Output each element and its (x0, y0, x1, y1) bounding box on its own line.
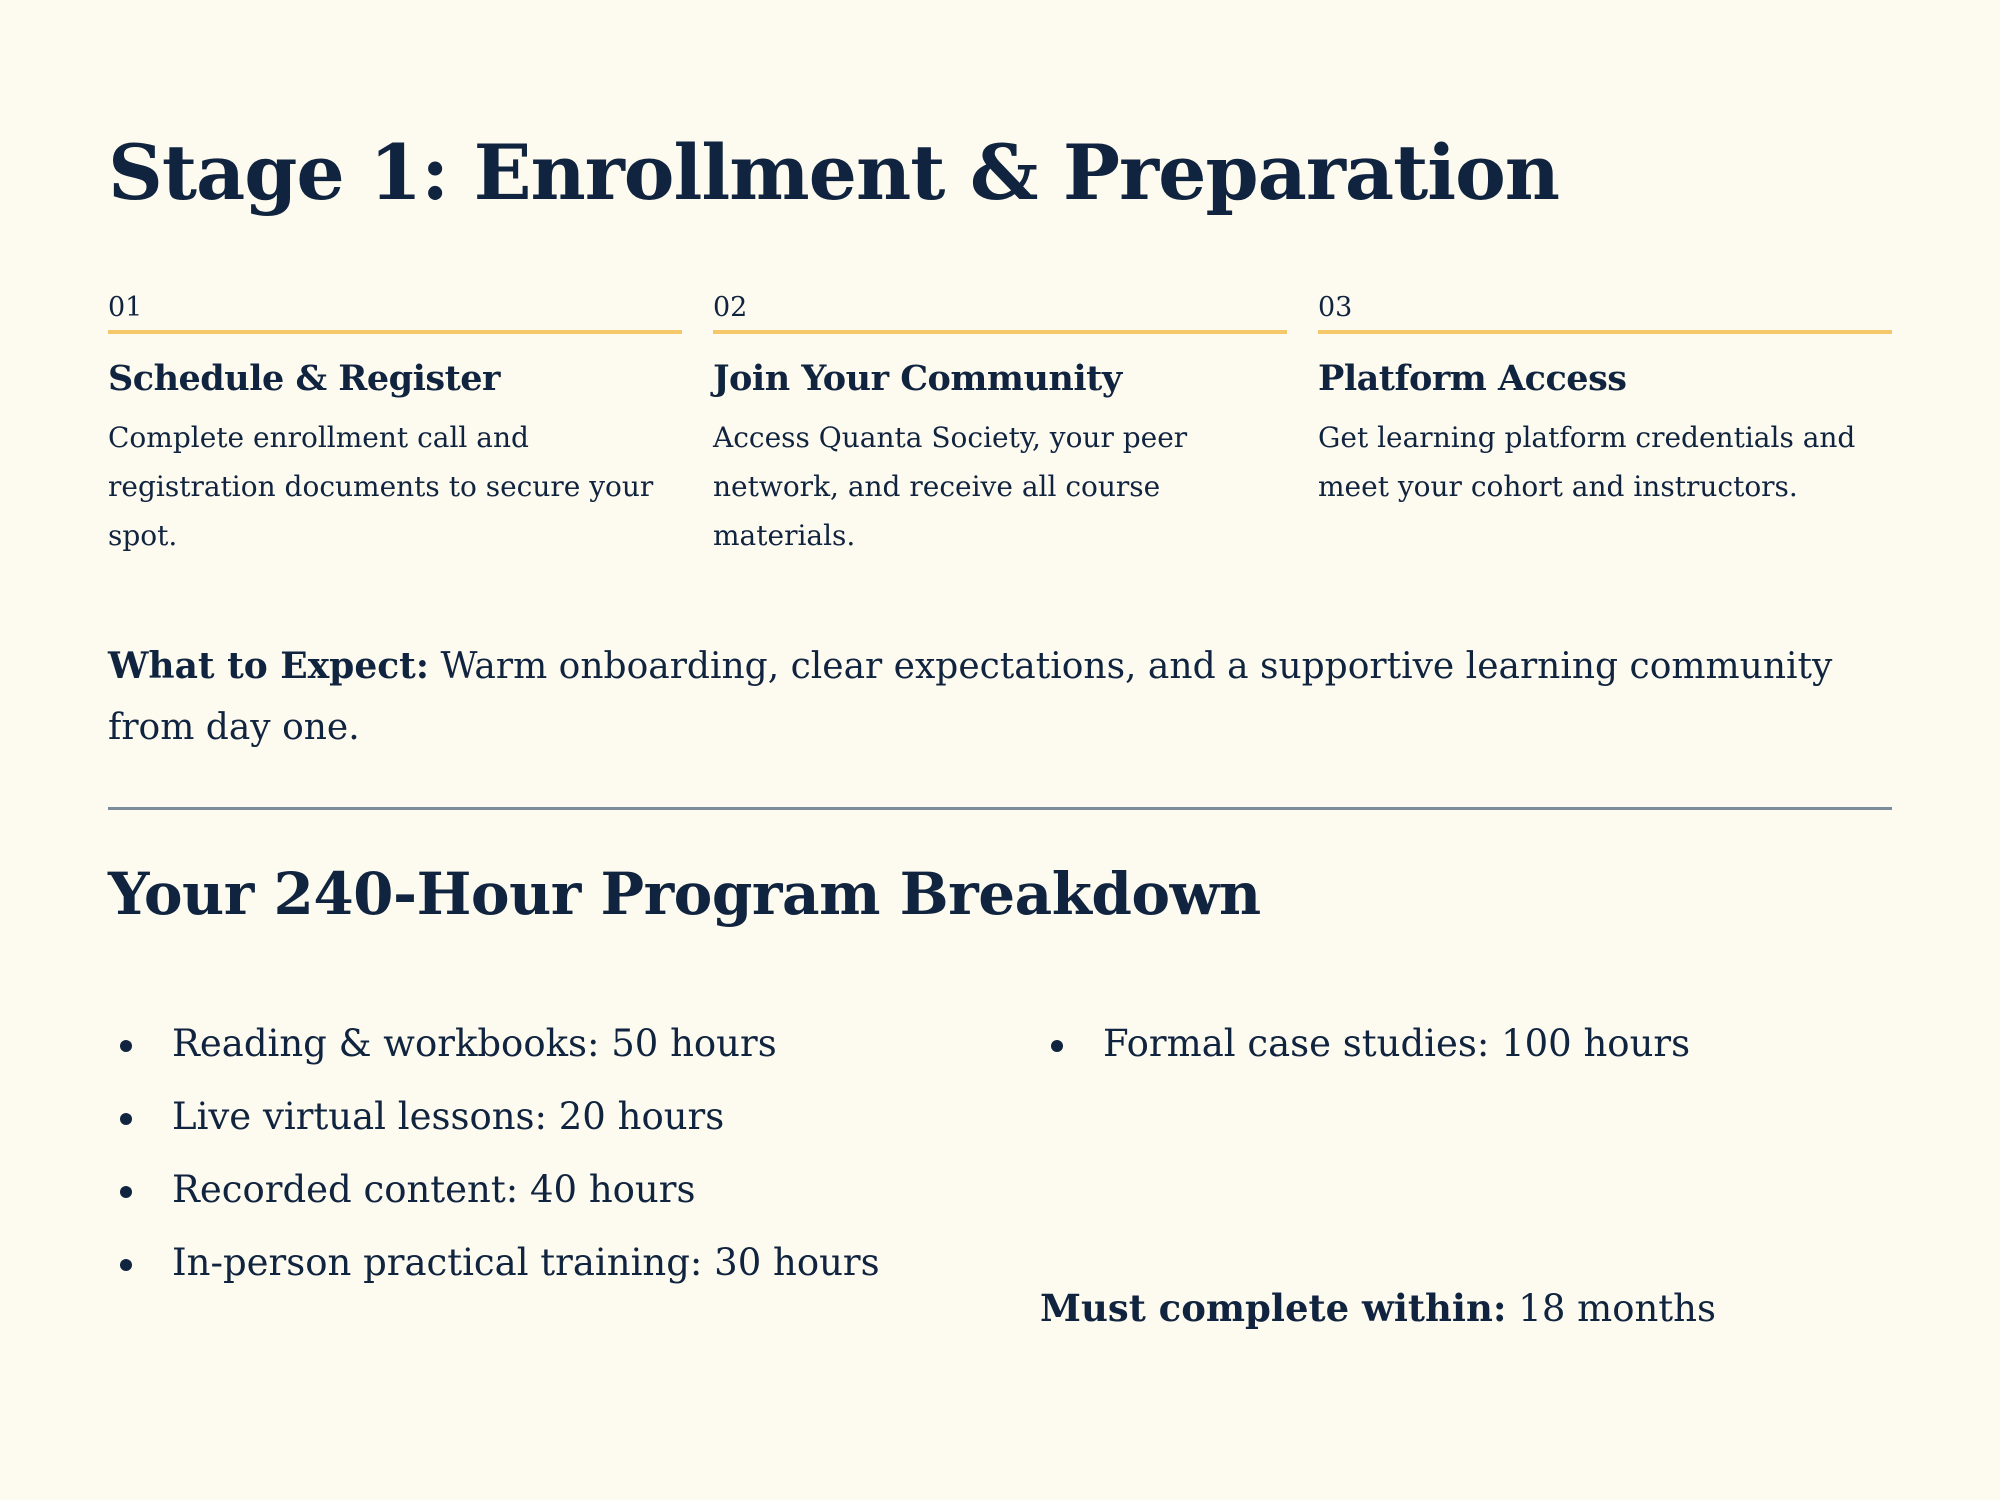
list-item-text: Live virtual lessons: 20 hours (172, 1095, 725, 1138)
completion-deadline (1040, 1286, 1716, 1330)
list-item (110, 1014, 880, 1087)
step-title: Join Your Community (713, 358, 1122, 399)
list-item (110, 1087, 880, 1160)
bullet-icon (120, 1113, 132, 1125)
breakdown-title: Your 240-Hour Program Breakdown (108, 860, 1261, 928)
section-divider (108, 807, 1892, 810)
bullet-icon (120, 1259, 132, 1271)
what-to-expect (108, 636, 1898, 758)
list-item-text: Formal case studies: 100 hours (1103, 1022, 1691, 1065)
step-accent-rule (713, 330, 1287, 334)
step-accent-rule (108, 330, 682, 334)
step-accent-rule (1318, 330, 1892, 334)
list-item (1041, 1014, 1690, 1087)
deadline-value: 18 months (1506, 1287, 1716, 1330)
list-item-text: Recorded content: 40 hours (172, 1168, 696, 1211)
bullet-icon (120, 1040, 132, 1052)
step-card (1318, 288, 1892, 511)
list-item (110, 1233, 880, 1306)
step-title: Schedule & Register (108, 358, 500, 399)
bullet-icon (1051, 1040, 1063, 1052)
step-description: Access Quanta Society, your peer network, and receive all course materials. (713, 421, 1188, 552)
list-item-text: In-person practical training: 30 hours (172, 1241, 880, 1284)
list-item-text: Reading & workbooks: 50 hours (172, 1022, 777, 1065)
stage-title: Stage 1: Enrollment & Preparation (108, 128, 1560, 217)
expect-label: What to Expect: (108, 645, 430, 687)
step-description: Get learning platform credentials and meet your cohort and instructors. (1318, 421, 1856, 503)
bullet-icon (120, 1186, 132, 1198)
breakdown-list-right (1041, 1014, 1690, 1087)
step-number: 03 (1318, 292, 1353, 323)
step-description: Complete enrollment call and registration documents to secure your spot. (108, 421, 654, 552)
list-item (110, 1160, 880, 1233)
deadline-label: Must complete within: (1040, 1286, 1507, 1330)
step-title: Platform Access (1318, 358, 1627, 399)
step-card (108, 288, 682, 560)
breakdown-list-left (110, 1014, 880, 1306)
expect-text: Warm onboarding, clear expectations, and a supportive learning community from day one. (108, 646, 1833, 748)
step-number: 02 (713, 292, 748, 323)
step-card (713, 288, 1287, 560)
step-number: 01 (108, 292, 143, 323)
